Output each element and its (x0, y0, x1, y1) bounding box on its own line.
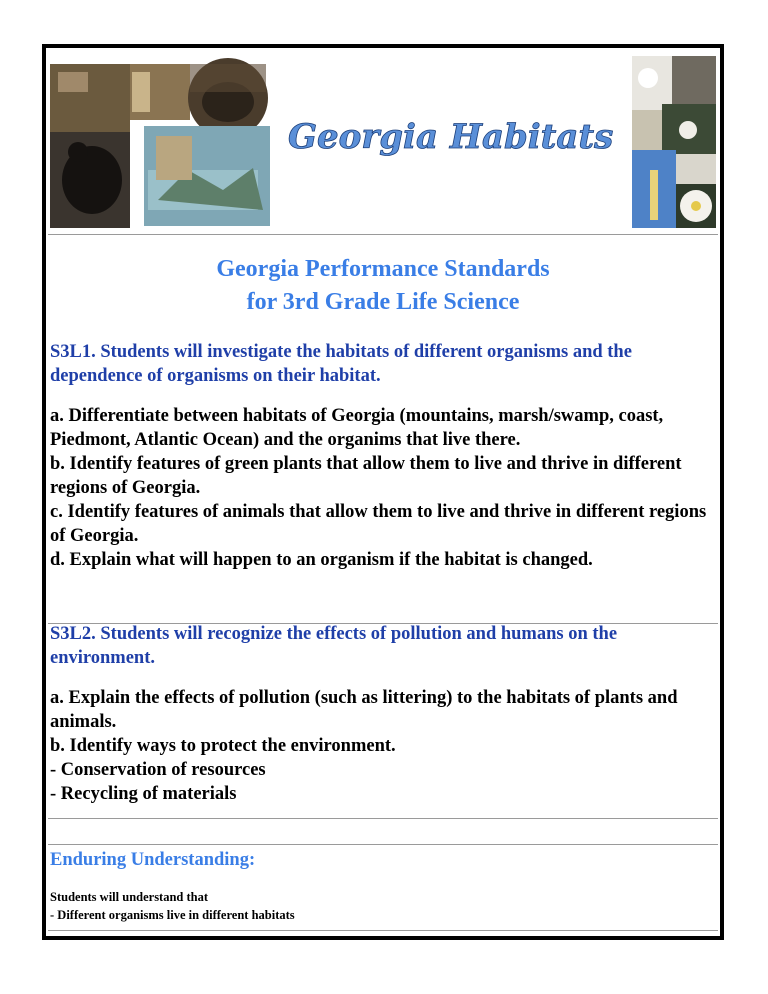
list-item: b. Identify ways to protect the environment. (50, 736, 396, 756)
habitats-banner (48, 50, 718, 230)
animal-collage-image (50, 58, 270, 228)
list-item: c. Identify features of animals that allow them to live and thrive in different regions of Georgia. (50, 502, 707, 546)
title-line-2: for 3rd Grade Life Science (246, 289, 520, 315)
standard-s3l1-heading: S3L1. Students will investigate the habitats of different organisms and the dependence of organisms on their habitat. (50, 342, 632, 386)
plant-collage-image (632, 56, 716, 228)
standard-s3l1-items (50, 404, 720, 572)
enduring-understanding-heading: Enduring Understanding: (50, 850, 256, 870)
list-item: - Different organisms live in different habitats (50, 908, 295, 922)
standard-s3l2-items (50, 686, 720, 806)
separator-line (48, 844, 718, 845)
list-item: - Conservation of resources (50, 760, 266, 780)
georgia-habitats-logo (288, 117, 613, 157)
enduring-intro: Students will understand that (50, 890, 209, 904)
document-frame (42, 44, 724, 940)
enduring-understanding-body (50, 888, 295, 924)
list-item: d. Explain what will happen to an organism if the habitat is changed. (50, 550, 593, 570)
page-title (46, 253, 720, 319)
list-item: b. Identify features of green plants that allow them to live and thrive in different regions of Georgia. (50, 454, 682, 498)
svg-text:Georgia Habitats: Georgia Habitats (288, 117, 614, 157)
standard-s3l2-heading: S3L2. Students will recognize the effects of pollution and humans on the environment. (50, 624, 618, 668)
list-item: a. Differentiate between habitats of Georgia (mountains, marsh/swamp, coast, Piedmont, Atlantic Ocean) and the organims that live there. (50, 406, 664, 450)
title-line-1: Georgia Performance Standards (216, 256, 550, 282)
list-item: a. Explain the effects of pollution (such as littering) to the habitats of plants and animals. (50, 688, 678, 732)
separator-line (48, 234, 718, 235)
separator-line (48, 930, 718, 931)
list-item: - Recycling of materials (50, 784, 237, 804)
separator-line (48, 818, 718, 819)
